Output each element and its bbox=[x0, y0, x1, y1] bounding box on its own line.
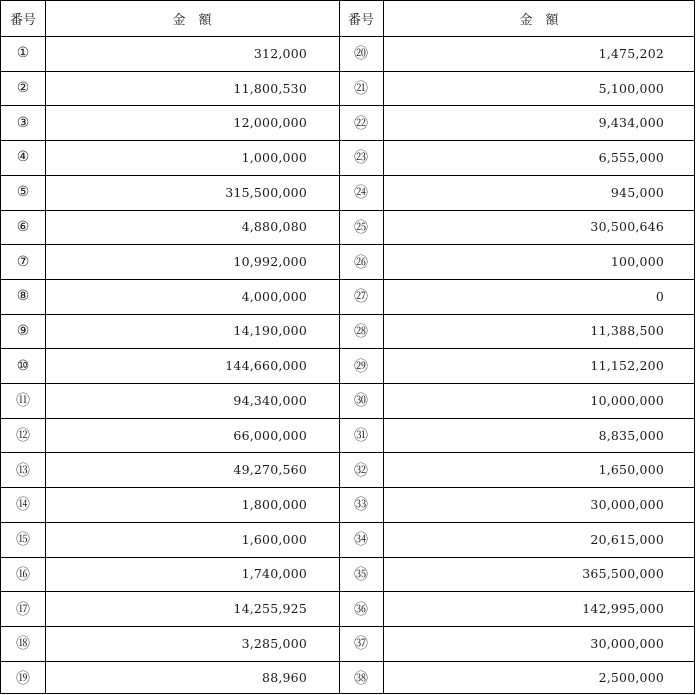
row-number-right: ⑳ bbox=[354, 46, 368, 63]
amount-cell-left: 14,255,925 bbox=[233, 601, 307, 617]
amount-cell-right: 30,000,000 bbox=[590, 496, 664, 512]
amount-cell-right: 0 bbox=[655, 288, 664, 304]
header-number-left: 番号 bbox=[9, 13, 36, 28]
row-number-right: ㉑ bbox=[354, 81, 368, 98]
amount-cell-left: 12,000,000 bbox=[233, 115, 307, 131]
row-number-left: ⑰ bbox=[16, 601, 30, 618]
row-number-left: ⑯ bbox=[16, 566, 30, 583]
row-number-left: ⑮ bbox=[16, 532, 30, 549]
amount-cell-left: 3,285,000 bbox=[241, 635, 307, 651]
amount-cell-left: 66,000,000 bbox=[233, 427, 307, 443]
amount-cell-right: 30,000,000 bbox=[590, 635, 664, 651]
row-number-right: ㉘ bbox=[354, 323, 368, 340]
amount-cell-left: 49,270,560 bbox=[233, 462, 307, 478]
row-number-right: ㉚ bbox=[354, 393, 368, 410]
row-number-right: ㉟ bbox=[354, 566, 368, 583]
amount-cell-right: 11,388,500 bbox=[590, 323, 664, 339]
amount-cell-right: 9,434,000 bbox=[598, 115, 664, 131]
amount-cell-left: 10,992,000 bbox=[233, 254, 307, 270]
row-number-right: ㊳ bbox=[354, 670, 368, 687]
row-number-right: ㉜ bbox=[354, 462, 368, 479]
amount-cell-right: 945,000 bbox=[610, 184, 664, 200]
amount-cell-left: 1,740,000 bbox=[241, 566, 307, 582]
row-number-right: ㉒ bbox=[354, 115, 368, 132]
header-amount-right: 金 額 bbox=[519, 13, 559, 28]
amount-cell-right: 6,555,000 bbox=[598, 149, 664, 165]
row-number-left: ① bbox=[16, 45, 30, 62]
row-number-left: ④ bbox=[16, 149, 30, 166]
row-number-right: ㉛ bbox=[354, 428, 368, 445]
row-number-left: ⑤ bbox=[16, 184, 30, 201]
header-number-right: 番号 bbox=[347, 13, 374, 28]
amount-cell-right: 365,500,000 bbox=[582, 566, 664, 582]
amount-cell-left: 94,340,000 bbox=[233, 392, 307, 408]
amount-cell-right: 10,000,000 bbox=[590, 392, 664, 408]
row-number-left: ⑫ bbox=[16, 428, 30, 445]
row-number-left: ⑥ bbox=[16, 218, 30, 235]
row-number-left: ⑧ bbox=[16, 288, 30, 305]
amount-cell-left: 315,500,000 bbox=[225, 184, 307, 200]
amount-cell-right: 30,500,646 bbox=[590, 219, 664, 235]
row-number-right: ㊲ bbox=[354, 636, 368, 653]
amount-cell-left: 144,660,000 bbox=[225, 358, 307, 374]
row-number-right: ㉗ bbox=[354, 289, 368, 306]
amount-cell-right: 1,475,202 bbox=[598, 45, 664, 61]
header-amount-left: 金 額 bbox=[172, 13, 212, 28]
amount-cell-right: 11,152,200 bbox=[590, 358, 664, 374]
amount-cell-left: 1,800,000 bbox=[241, 496, 307, 512]
row-number-left: ⑲ bbox=[16, 670, 30, 687]
amount-cell-right: 5,100,000 bbox=[598, 80, 664, 96]
row-number-left: ⑬ bbox=[16, 462, 30, 479]
amount-cell-left: 11,800,530 bbox=[233, 80, 307, 96]
amount-cell-left: 14,190,000 bbox=[233, 323, 307, 339]
amount-cell-left: 88,960 bbox=[262, 670, 307, 686]
amount-cell-left: 4,880,080 bbox=[241, 219, 307, 235]
row-number-left: ⑱ bbox=[16, 636, 30, 653]
row-number-right: ㉖ bbox=[354, 254, 368, 271]
amount-cell-right: 142,995,000 bbox=[582, 601, 664, 617]
row-number-right: ㉕ bbox=[354, 219, 368, 236]
amount-cell-right: 2,500,000 bbox=[598, 670, 664, 686]
row-number-right: ㉙ bbox=[354, 358, 368, 375]
amount-cell-right: 8,835,000 bbox=[598, 427, 664, 443]
amount-cell-right: 100,000 bbox=[610, 254, 664, 270]
row-number-left: ② bbox=[16, 80, 30, 97]
row-number-right: ㉓ bbox=[354, 150, 368, 167]
row-number-left: ⑭ bbox=[16, 497, 30, 514]
row-number-left: ⑪ bbox=[16, 393, 30, 410]
amount-cell-left: 1,600,000 bbox=[241, 531, 307, 547]
row-number-right: ㉔ bbox=[354, 185, 368, 202]
amount-cell-right: 20,615,000 bbox=[590, 531, 664, 547]
amount-cell-right: 1,650,000 bbox=[598, 462, 664, 478]
amount-cell-left: 1,000,000 bbox=[241, 149, 307, 165]
amount-cell-left: 4,000,000 bbox=[241, 288, 307, 304]
row-number-left: ③ bbox=[16, 114, 30, 131]
row-number-left: ⑦ bbox=[16, 253, 30, 270]
amount-cell-left: 312,000 bbox=[253, 45, 307, 61]
row-number-right: ㊱ bbox=[354, 601, 368, 618]
row-number-right: ㉝ bbox=[354, 497, 368, 514]
row-number-left: ⑨ bbox=[16, 322, 30, 339]
row-number-right: ㉞ bbox=[354, 532, 368, 549]
row-number-left: ⑩ bbox=[16, 357, 30, 374]
